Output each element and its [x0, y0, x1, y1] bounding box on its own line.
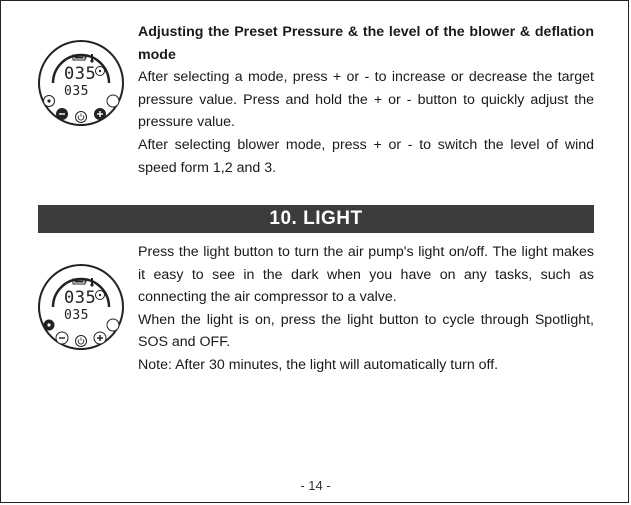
top-pressure-readout: 035 — [64, 64, 97, 84]
paragraph-light-modes: When the light is on, press the light button to cycle through Spotlight, SOS and OFF. — [138, 311, 594, 351]
power-button[interactable] — [76, 112, 87, 123]
units-button[interactable] — [107, 319, 119, 331]
section-title-bar: 10. LIGHT — [38, 205, 594, 233]
minus-button[interactable] — [56, 332, 68, 344]
device-illustration-pressure — [37, 39, 125, 127]
plus-button[interactable] — [94, 108, 106, 120]
section-heading: Adjusting the Preset Pressure & the level of the blower & deflation mode — [138, 24, 594, 63]
bottom-pressure-readout: 035 — [64, 308, 89, 323]
page-number: - 14 - — [300, 478, 331, 493]
plus-button[interactable] — [94, 332, 106, 344]
paragraph-adjust-pressure: After selecting a mode, press + or - to increase or decrease the target pressure value. Press and hold the + or - button to quickly adjust the pressure value. — [138, 69, 594, 131]
units-button[interactable] — [107, 95, 119, 107]
paragraph-blower-level: After selecting blower mode, press + or - to switch the level of wind speed form 1,2 and 3. — [138, 136, 594, 176]
top-pressure-readout: 035 — [64, 288, 97, 308]
bottom-pressure-readout: 035 — [64, 84, 89, 99]
minus-button[interactable] — [56, 108, 68, 120]
paragraph-light-toggle: Press the light button to turn the air pump's light on/off. The light makes it easy to see in the dark when you have on any tasks, such as connecting the air compressor to a valve. — [138, 244, 594, 306]
paragraph-light-note: Note: After 30 minutes, the light will automatically turn off. — [138, 356, 499, 373]
power-button[interactable] — [76, 336, 87, 347]
light-button[interactable] — [44, 320, 55, 331]
light-button[interactable] — [44, 96, 55, 107]
pressure-adjust-section — [138, 21, 594, 179]
device-illustration-light — [37, 263, 125, 351]
light-section — [138, 241, 594, 377]
